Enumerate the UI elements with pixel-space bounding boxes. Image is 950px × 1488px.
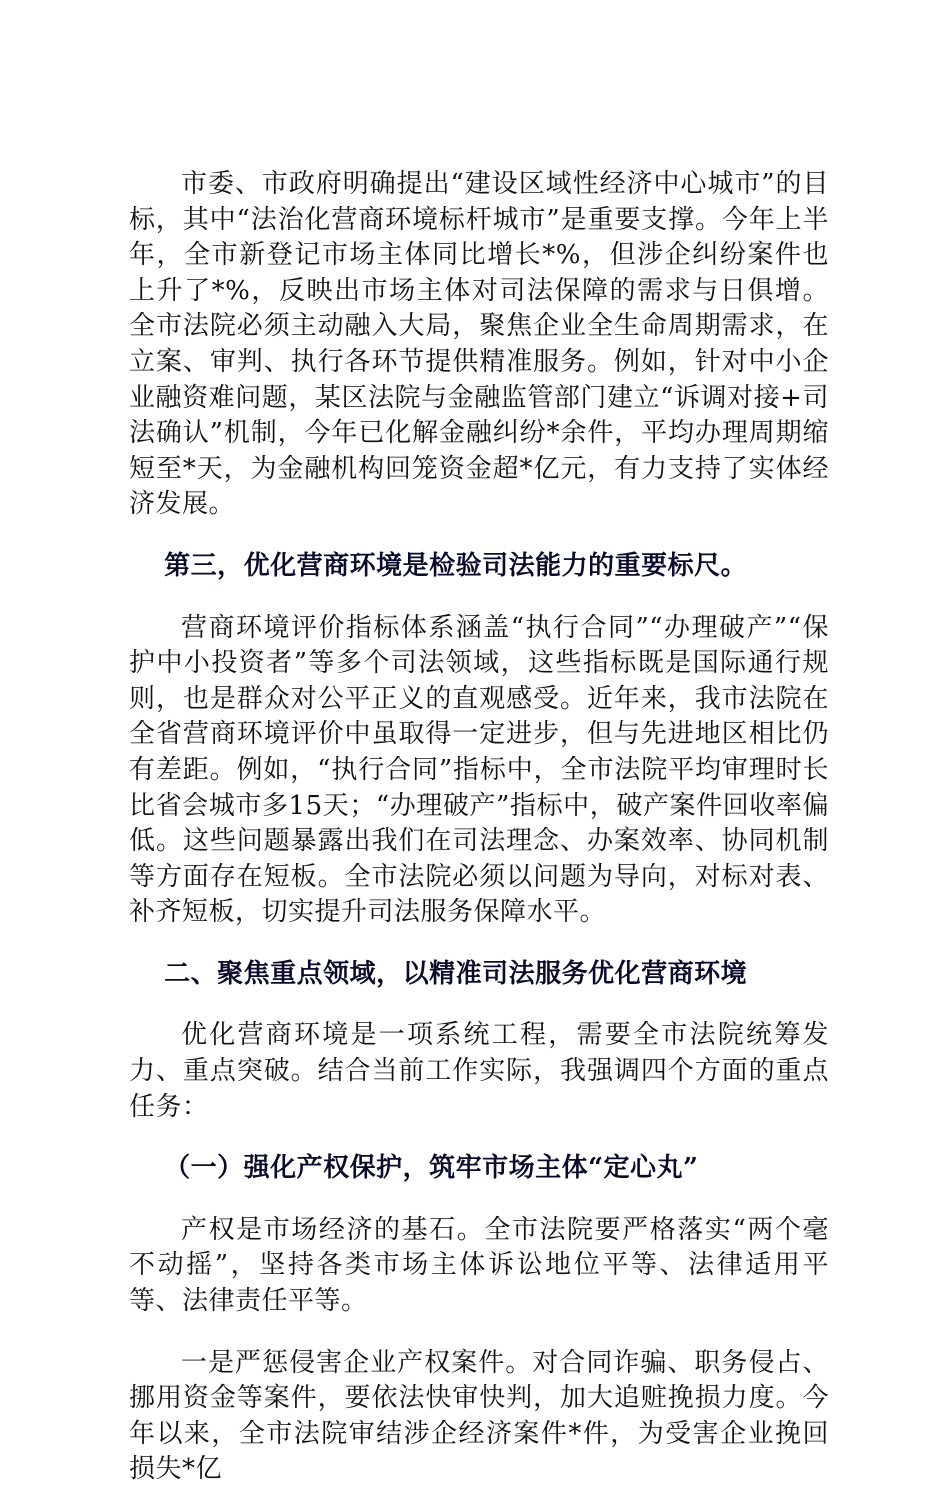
paragraph-punish-infringement: 一是严惩侵害企业产权案件。对合同诈骗、职务侵占、挪用资金等案件，要依法快审快判，加大追赃挽损力度。今年以来，全市法院审结涉企经济案件*件，为受害企业挽回损失*亿 <box>129 1347 829 1485</box>
paragraph-system-engineering: 优化营商环境是一项系统工程，需要全市法院统筹发力、重点突破。结合当前工作实际，我强调四个方面的重点任务： <box>129 1020 829 1122</box>
paragraph-evaluation-indicators: 营商环境评价指标体系涵盖“执行合同”“办理破产”“保护中小投资者”等多个司法领域，这些指标既是国际通行规则，也是群众对公平正义的直观感受。近年来，我市法院在全省营商环境评价中虽取得一定进步，但与先进地区相比仍有差距。例如，“执行合同”指标中，全市法院平均审理时长比省会城市多15天；“办理破产”指标中，破产案件回收率偏低。这些问题暴露出我们在司法理念、办案效率、协同机制等方面存在短板。全市法院必须以问题为导向，对标对表、补齐短板，切实提升司法服务保障水平。 <box>129 612 829 928</box>
paragraph-city-goal: 市委、市政府明确提出“建设区域性经济中心城市”的目标，其中“法治化营商环境标杆城市”是重要支撑。今年上半年，全市新登记市场主体同比增长*%，但涉企纠纷案件也上升了*%，反映出市场主体对司法保障的需求与日俱增。全市法院必须主动融入大局，聚焦企业全生命周期需求，在立案、审判、执行各环节提供精准服务。例如，针对中小企业融资难问题，某区法院与金融监管部门建立“诉调对接+司法确认”机制，今年已化解金融纠纷*余件，平均办理周期缩短至*天，为金融机构回笼资金超*亿元，有力支持了实体经济发展。 <box>129 169 829 520</box>
heading-property-protection: （一）强化产权保护，筑牢市场主体“定心丸” <box>164 1153 699 1184</box>
document-body <box>129 167 829 1488</box>
heading-section-two: 二、聚焦重点领域，以精准司法服务优化营商环境 <box>164 958 748 989</box>
paragraph-property-cornerstone: 产权是市场经济的基石。全市法院要严格落实“两个毫不动摇”，坚持各类市场主体诉讼地位平等、法律适用平等、法律责任平等。 <box>129 1214 829 1317</box>
heading-third-point: 第三，优化营商环境是检验司法能力的重要标尺。 <box>164 550 748 581</box>
